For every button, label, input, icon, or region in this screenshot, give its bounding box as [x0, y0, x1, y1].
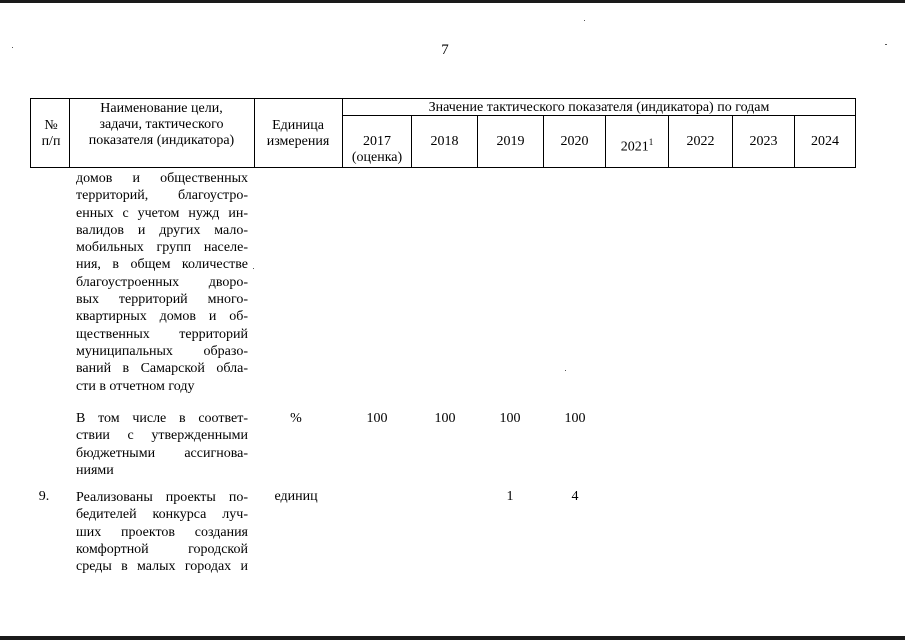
row-budget-unit: % — [290, 411, 302, 426]
footnote-marker: 1 — [648, 137, 654, 147]
text-line: вых территорий много- — [76, 292, 248, 308]
text-line: Реализованы проекты по- — [76, 490, 248, 505]
header-name-col: Наименование цели, задачи, тактического показателя (индикатора) — [88, 101, 235, 148]
text-line: комфортной городской — [76, 541, 248, 557]
text-line: бюджетными ассигнова- — [76, 445, 248, 461]
text-line: бедителей конкурса луч- — [76, 507, 248, 523]
scan-speck — [12, 47, 13, 48]
row-budget-text — [76, 410, 248, 479]
bottom-border-line — [0, 636, 905, 640]
text-line: ваний в Самарской обла- — [76, 361, 248, 377]
text-line: мобильных групп населе- — [76, 240, 248, 256]
header-values-group: Значение тактического показателя (индикатора) по годам — [428, 100, 770, 115]
header-year-2019: 2019 — [496, 134, 525, 149]
text-line: ших проектов создания — [76, 524, 248, 540]
year-label: 2017 — [363, 134, 391, 149]
header-year-2021 — [606, 134, 668, 156]
row-9-value-2019: 1 — [506, 489, 514, 504]
page-number: 7 — [441, 42, 449, 58]
text-line: муниципальных образо- — [76, 343, 248, 359]
row-9-text — [76, 489, 248, 575]
text-line: территорий, благоустро- — [76, 188, 248, 204]
text-line: благоустроенных дворо- — [76, 274, 248, 290]
text-line: ниями — [76, 462, 114, 478]
header-unit-col: Единица измерения — [266, 118, 330, 149]
text-line: ния, в общем количестве — [76, 257, 248, 273]
text-line: щественных территорий — [76, 326, 248, 342]
header-divider — [69, 98, 70, 168]
row-budget-value-2018: 100 — [434, 411, 456, 426]
top-border-line — [0, 0, 905, 3]
header-year-2020: 2020 — [560, 134, 589, 149]
row-9-unit: единиц — [274, 489, 318, 504]
text-line: сти в отчетном году — [76, 378, 195, 394]
text-line: валидов и других мало- — [76, 222, 248, 238]
text-line: квартирных домов и об- — [76, 309, 248, 325]
row-9-value-2020: 4 — [571, 489, 579, 504]
row-continuation-text — [76, 170, 248, 395]
row-budget-value-2019: 100 — [499, 411, 521, 426]
header-num-col: № п/п — [41, 118, 61, 149]
header-year-2018: 2018 — [430, 134, 459, 149]
row-9-number: 9. — [38, 489, 50, 504]
scan-speck — [885, 44, 887, 45]
row-budget-value-2017: 100 — [366, 411, 388, 426]
year-2017-note: (оценка) — [351, 150, 403, 165]
text-line: домов и общественных — [76, 171, 248, 186]
header-year-2024: 2024 — [811, 134, 839, 149]
header-year-2017 — [343, 134, 411, 166]
scan-speck — [584, 20, 585, 21]
scan-speck — [565, 370, 566, 371]
year-label: 2021 — [620, 139, 649, 155]
text-line: енных с учетом нужд ин- — [76, 205, 248, 221]
header-divider — [254, 98, 255, 168]
row-budget-value-2020: 100 — [564, 411, 586, 426]
text-line: среды в малых городах и — [76, 559, 248, 575]
header-year-2023: 2023 — [749, 134, 778, 149]
text-line: ствии с утвержденными — [76, 428, 248, 444]
header-year-2022: 2022 — [686, 134, 715, 149]
text-line: В том числе в соответ- — [76, 411, 248, 426]
scan-speck — [253, 268, 254, 269]
